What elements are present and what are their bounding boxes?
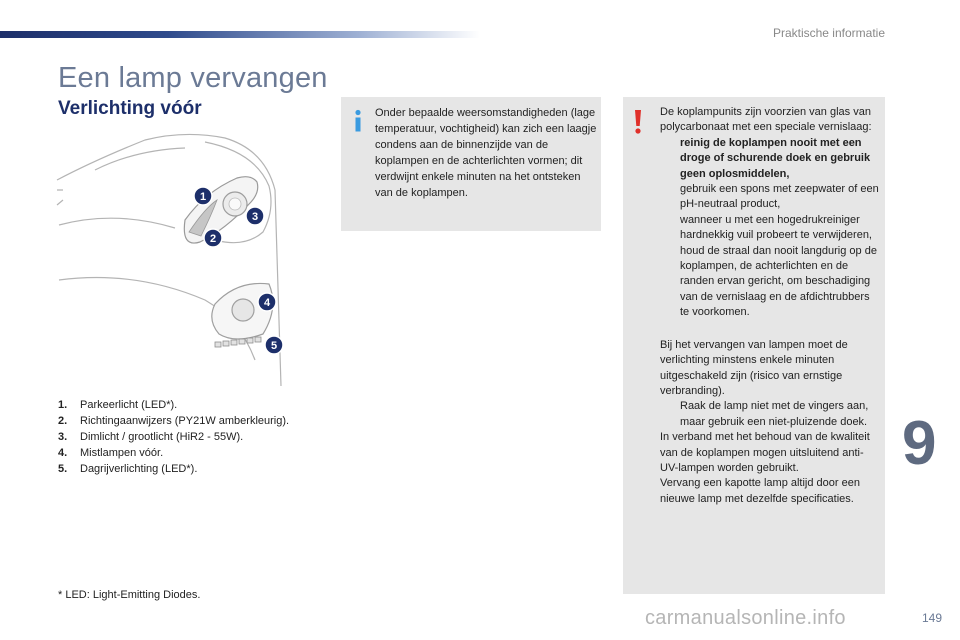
marker-2-label: 2	[209, 233, 217, 245]
warning-paragraph: Bij het vervangen van lampen moet de verlichting minstens enkele minuten uitgeschakeld zijn (risico van ernstige verbranding).	[660, 338, 848, 397]
bullet-mark	[660, 399, 680, 430]
info-icon	[351, 109, 365, 133]
list-item: Raak de lamp niet met de vingers aan, maar gebruik een niet-pluizende doek.	[660, 399, 880, 430]
headlight-illustration	[55, 130, 287, 386]
footnote: * LED: Light-Emitting Diodes.	[58, 589, 201, 601]
legend-item: 5. Dagrijverlichting (LED*).	[58, 463, 198, 475]
chapter-number: 9	[902, 409, 937, 478]
legend-item: 3. Dimlicht / grootlicht (HiR2 - 55W).	[58, 431, 244, 443]
legend-item: 2. Richtingaanwijzers (PY21W amberkleurig).	[58, 415, 290, 427]
info-text: Onder bepaalde weersomstandigheden (lage temperatuur, vochtigheid) kan zich een laagje condens aan de binnenzijde van de koplampen en de achterlichten vormen; dit verdwijnt enkele minuten na het ontsteken van de koplampen.	[375, 107, 597, 199]
bullet-mark	[660, 182, 680, 213]
page-subtitle: Verlichting vóór	[58, 98, 202, 119]
page-number: 149	[921, 611, 942, 625]
warning-paragraph: In verband met het behoud van de kwaliteit van de koplampen mogen uitsluitend anti-UV-lampen worden gebruikt.	[660, 431, 870, 474]
info-box	[341, 97, 601, 231]
page-title: Een lamp vervangen	[58, 62, 328, 94]
warning-intro: De koplampunits zijn voorzien van glas van polycarbonaat met een speciale vernislaag:	[660, 106, 872, 134]
marker-4-label: 4	[263, 297, 271, 309]
list-item: reinig de koplampen nooit met een droge of schurende doek en gebruik geen oplosmiddelen,	[660, 136, 880, 182]
bullet-mark	[660, 213, 680, 321]
marker-5-label: 5	[270, 340, 278, 352]
legend-item: 4. Mistlampen vóór.	[58, 447, 164, 459]
bulb-legend	[58, 397, 289, 477]
exclamation-icon	[631, 109, 645, 135]
warning-box	[623, 97, 885, 594]
bullet-mark	[660, 136, 680, 182]
warning-paragraph: Vervang een kapotte lamp altijd door een nieuwe lamp met dezelfde specificaties.	[660, 477, 860, 505]
watermark: carmanualsonline.info	[645, 607, 846, 629]
marker-1-label: 1	[199, 191, 207, 203]
header-accent-bar	[0, 31, 480, 38]
legend-item: 1. Parkeerlicht (LED*).	[58, 399, 178, 411]
marker-3-label: 3	[251, 211, 259, 223]
list-item: wanneer u met een hogedrukreiniger hardnekkig vuil probeert te verwijderen, houd de straal dan nooit langdurig op de koplampen, de achterlichten en de randen ervan gericht, om beschadiging van de vernislaag en de afdichtrubbers te voorkomen.	[660, 213, 880, 321]
section-title: Praktische informatie	[772, 26, 885, 40]
list-item: gebruik een spons met zeepwater of een pH-neutraal product,	[660, 182, 880, 213]
